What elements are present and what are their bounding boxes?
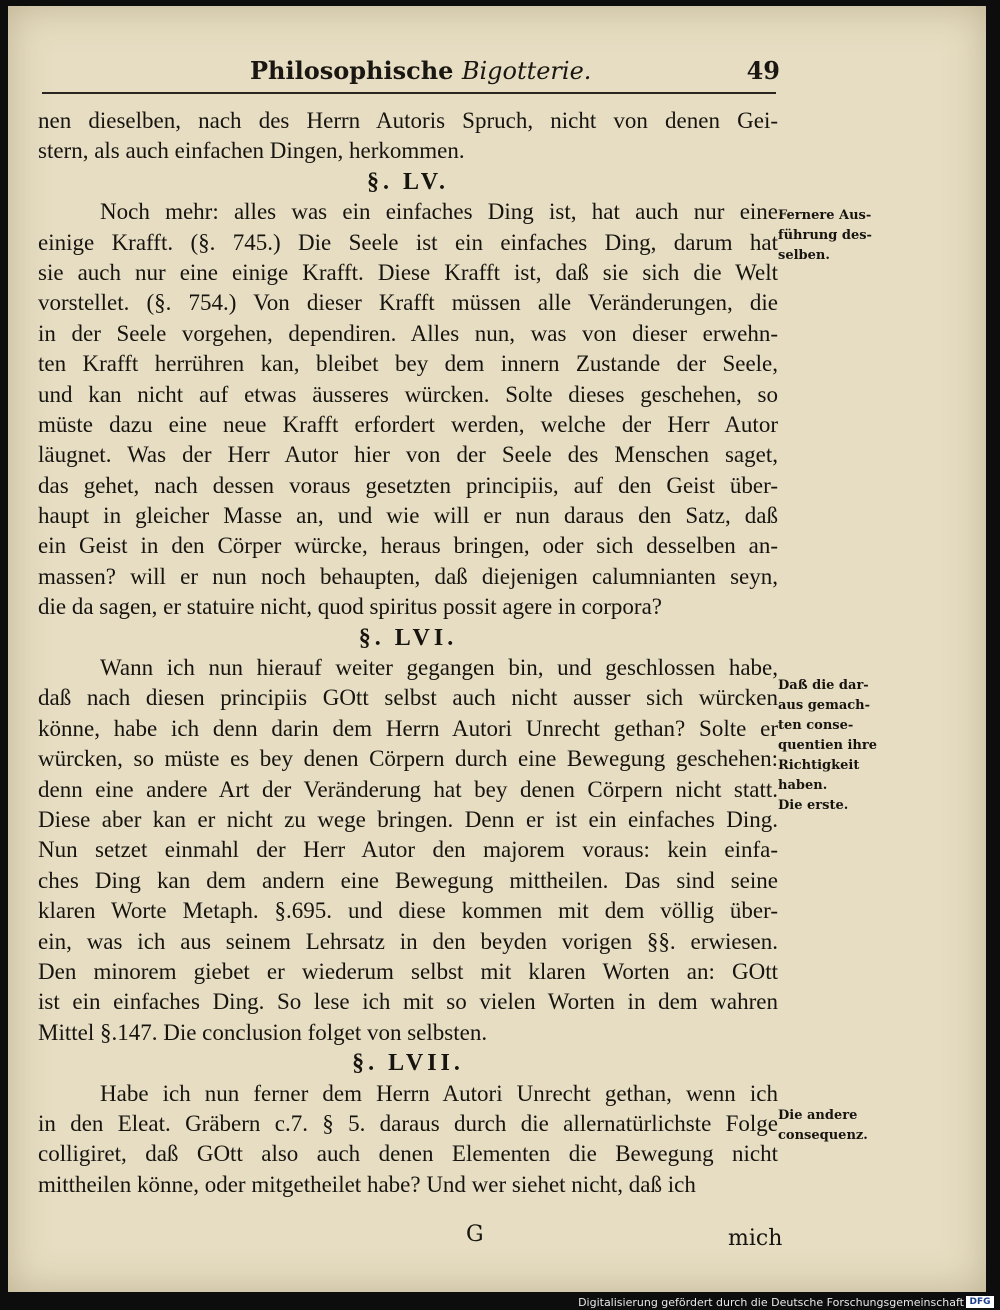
paragraph-continued <box>38 106 778 167</box>
text-line: in den Eleat. Gräbern c.7. § 5. daraus durch die allernatürlichste Folge <box>38 1110 778 1136</box>
margin-note-andere-consequenz <box>778 1106 908 1146</box>
text-line: nen dieselben, nach des Herrn Autoris Spruch, nicht von denen Gei- <box>38 108 778 133</box>
margin-note-line: consequenz. <box>778 1128 868 1143</box>
text-line: Nun setzet einmahl der Herr Autor den majorem voraus: kein einfa- <box>38 837 778 863</box>
footer-credit: Digitalisierung gefördert durch die Deutsche Forschungsgemeinschaft <box>578 1296 964 1309</box>
text-line: und kan nicht auf etwas äusseres würcken. Solte dieses geschehen, so <box>38 381 778 407</box>
signature-mark: G <box>466 1222 484 1247</box>
text-line: vorstellet. (§. 754.) Von dieser Krafft müssen alle Veränderungen, die <box>38 290 778 316</box>
header-rule <box>42 92 776 94</box>
margin-note-line: ten conse- <box>778 718 854 733</box>
margin-note-consequentien <box>778 676 908 816</box>
text-line: ein, was ich aus seinem Lehrsatz in den beyden vorigen §§. erwiesen. <box>38 928 778 954</box>
paragraph-lv <box>38 197 778 622</box>
text-line: Wann ich nun hierauf weiter gegangen bin, und geschlossen habe, <box>100 655 778 681</box>
running-title-main: Philosophische <box>250 56 454 85</box>
text-line: daß nach diesen principiis GOtt selbst auch nicht ausser sich würcken <box>38 685 778 711</box>
text-line: Den minorem giebet er wiederum selbst mit klaren Worten an: GOtt <box>38 958 778 984</box>
text-line: Mittel §.147. Die conclusion folget von selbsten. <box>38 1019 488 1045</box>
running-header <box>250 54 780 86</box>
text-line: die da sagen, er statuire nicht, quod spiritus possit agere in corpora? <box>38 594 663 620</box>
text-line: ten Krafft herrühren kan, bleibet bey dem innern Zustande der Seele, <box>38 351 778 377</box>
margin-note-line: Fernere Aus- <box>778 208 872 223</box>
margin-note-line: Die erste. <box>778 798 849 813</box>
main-text <box>38 106 778 1200</box>
page-number: 49 <box>746 56 780 85</box>
text-line: colligiret, daß GOtt also auch denen Elementen die Bewegung nicht <box>38 1141 778 1167</box>
running-title-italic: Bigotterie. <box>461 57 592 85</box>
margin-note-line: quentien ihre <box>778 738 877 753</box>
text-line: ist ein einfaches Ding. So lese ich mit so vielen Worten in dem wahren <box>38 989 778 1015</box>
section-heading-lvii: §. LVII. <box>352 1050 464 1077</box>
margin-note-line: führung des- <box>778 228 872 243</box>
section-heading-lvi: §. LVI. <box>358 624 458 651</box>
text-line: klaren Worte Metaph. §.695. und diese kommen mit dem völlig über- <box>38 898 778 924</box>
margin-note-line: aus gemach- <box>778 698 871 713</box>
catchword: mich <box>728 1226 783 1251</box>
text-line: ein Geist in den Cörper würcke, heraus bringen, oder sich desselben an- <box>38 533 778 559</box>
text-line: könne, habe ich denn darin dem Herrn Autori Unrecht gethan? Solte er <box>38 715 778 741</box>
margin-note-line: haben. <box>778 778 828 793</box>
margin-note-line: Richtigkeit <box>778 758 860 773</box>
text-line: läugnet. Was der Herr Autor hier von der Seele des Menschen saget, <box>38 442 778 468</box>
margin-note-line: Daß die dar- <box>778 678 869 693</box>
text-line: sie auch nur eine einige Krafft. Diese Krafft ist, daß sie sich die Welt <box>38 259 778 285</box>
text-line: denn eine andere Art der Veränderung hat bey denen Cörpern nicht statt. <box>38 776 778 802</box>
margin-note-fernere-ausfuehrung <box>778 206 908 266</box>
margin-note-line: Die andere <box>778 1108 858 1123</box>
margin-note-line: selben. <box>778 248 830 263</box>
text-line: das gehet, nach dessen voraus gesetzten principiis, auf den Geist über- <box>38 472 778 498</box>
dfg-logo: DFG <box>966 1296 994 1308</box>
text-line: mittheilen könne, oder mitgetheilet habe? Und wer siehet nicht, daß ich <box>38 1171 696 1197</box>
text-line: in der Seele vorgehen, dependiren. Alles nun, was von dieser erwehn- <box>38 320 778 346</box>
text-line: massen? will er nun noch behaupten, daß diejenigen calumnianten seyn, <box>38 563 778 589</box>
text-line: stern, als auch einfachen Dingen, herkommen. <box>38 138 465 164</box>
text-line: einige Krafft. (§. 745.) Die Seele ist ein einfaches Ding, darum hat <box>38 229 778 255</box>
text-line: ches Ding kan dem andern eine Bewegung mittheilen. Das sind seine <box>38 867 778 893</box>
paragraph-lvi <box>38 653 778 1048</box>
text-line: haupt in gleicher Masse an, und wie will er nun daraus den Satz, daß <box>38 503 778 529</box>
paragraph-lvii <box>38 1079 778 1201</box>
text-line: würcken, so müste es bey denen Cörpern durch eine Bewegung geschehen: <box>38 746 778 772</box>
text-line: Noch mehr: alles was ein einfaches Ding ist, hat auch nur eine <box>100 199 778 225</box>
text-line: Habe ich nun ferner dem Herrn Autori Unrecht gethan, wenn ich <box>100 1080 778 1106</box>
text-line: Diese aber kan er nicht zu wege bringen. Denn er ist ein einfaches Ding. <box>38 806 778 832</box>
section-heading-lv: §. LV. <box>366 168 450 195</box>
running-title <box>250 56 591 85</box>
text-line: müste dazu eine neue Krafft erfordert werden, welche der Herr Autor <box>38 411 778 437</box>
